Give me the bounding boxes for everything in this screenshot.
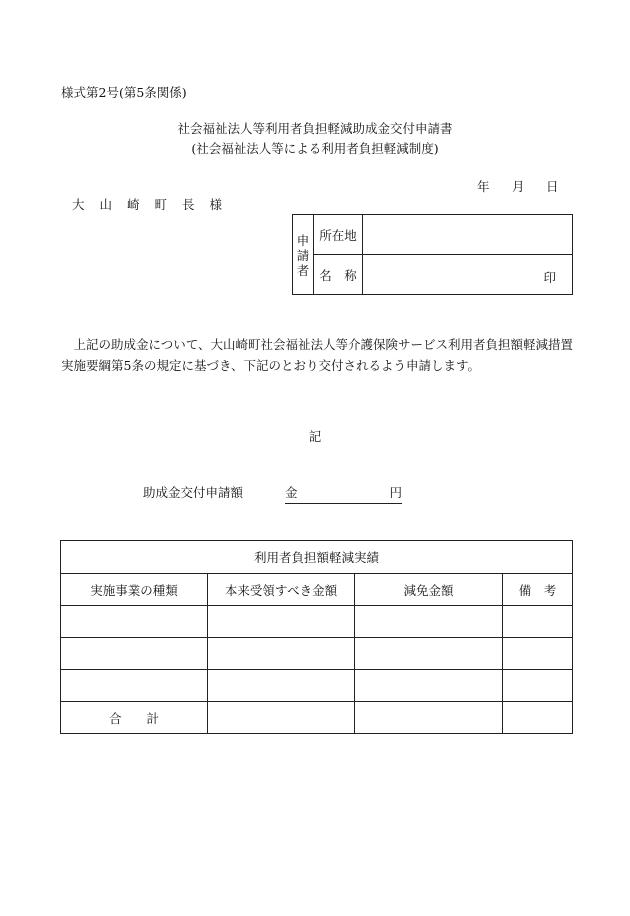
results-caption: 利用者負担額軽減実績 <box>61 541 573 574</box>
table-cell[interactable] <box>503 670 573 702</box>
table-cell[interactable] <box>61 638 208 670</box>
application-statement <box>61 334 581 376</box>
applicant-label-1: 申 <box>296 233 310 248</box>
table-cell[interactable] <box>503 606 573 638</box>
table-row <box>61 606 573 638</box>
applicant-box <box>292 214 573 295</box>
table-row <box>61 638 573 670</box>
applicant-vertical-label <box>293 215 314 295</box>
seal-mark: 印 <box>543 270 556 285</box>
date-month-label: 月 <box>512 179 525 194</box>
amount-prefix: 金 <box>285 485 298 500</box>
table-cell[interactable] <box>208 606 355 638</box>
applicant-label-2: 請 <box>296 248 310 263</box>
header-reduction-amount: 減免金額 <box>355 574 503 606</box>
table-cell[interactable] <box>208 670 355 702</box>
header-remarks: 備 考 <box>503 574 573 606</box>
table-cell[interactable] <box>208 638 355 670</box>
address-field[interactable] <box>363 215 573 255</box>
results-table <box>60 540 573 734</box>
date-day-label: 日 <box>546 179 559 194</box>
form-subtitle: (社会福祉法人等による利用者負担軽減制度) <box>191 141 439 156</box>
header-service-type: 実施事業の種類 <box>61 574 208 606</box>
total-label: 合 計 <box>61 702 208 734</box>
table-cell[interactable] <box>61 670 208 702</box>
total-remarks[interactable] <box>503 702 573 734</box>
table-row <box>61 670 573 702</box>
total-reduction-amount[interactable] <box>355 702 503 734</box>
form-title: 社会福祉法人等利用者負担軽減助成金交付申請書 <box>177 121 453 136</box>
name-label: 名 称 <box>314 255 363 295</box>
header-original-amount: 本来受領すべき金額 <box>208 574 355 606</box>
total-row <box>61 702 573 734</box>
amount-field[interactable] <box>285 487 402 504</box>
name-field[interactable] <box>363 255 573 295</box>
amount-label: 助成金交付申請額 <box>143 485 244 500</box>
addressee: 大山崎町長様 <box>72 197 238 212</box>
table-cell[interactable] <box>355 670 503 702</box>
statement-text: 上記の助成金について、大山崎町社会福祉法人等介護保険サービス利用者負担額軽減措置実施要綱第5条の規定に基づき、下記のとおり交付されるよう申請します。 <box>61 337 574 373</box>
applicant-label-3: 者 <box>296 263 310 278</box>
ki-heading: 記 <box>308 429 322 444</box>
table-cell[interactable] <box>61 606 208 638</box>
table-cell[interactable] <box>503 638 573 670</box>
table-cell[interactable] <box>355 638 503 670</box>
form-number: 様式第2号(第5条関係) <box>61 85 187 100</box>
address-label: 所在地 <box>314 215 363 255</box>
table-cell[interactable] <box>355 606 503 638</box>
date-year-label: 年 <box>477 179 490 194</box>
amount-unit: 円 <box>389 485 402 500</box>
total-original-amount[interactable] <box>208 702 355 734</box>
statement-indent <box>61 337 74 352</box>
